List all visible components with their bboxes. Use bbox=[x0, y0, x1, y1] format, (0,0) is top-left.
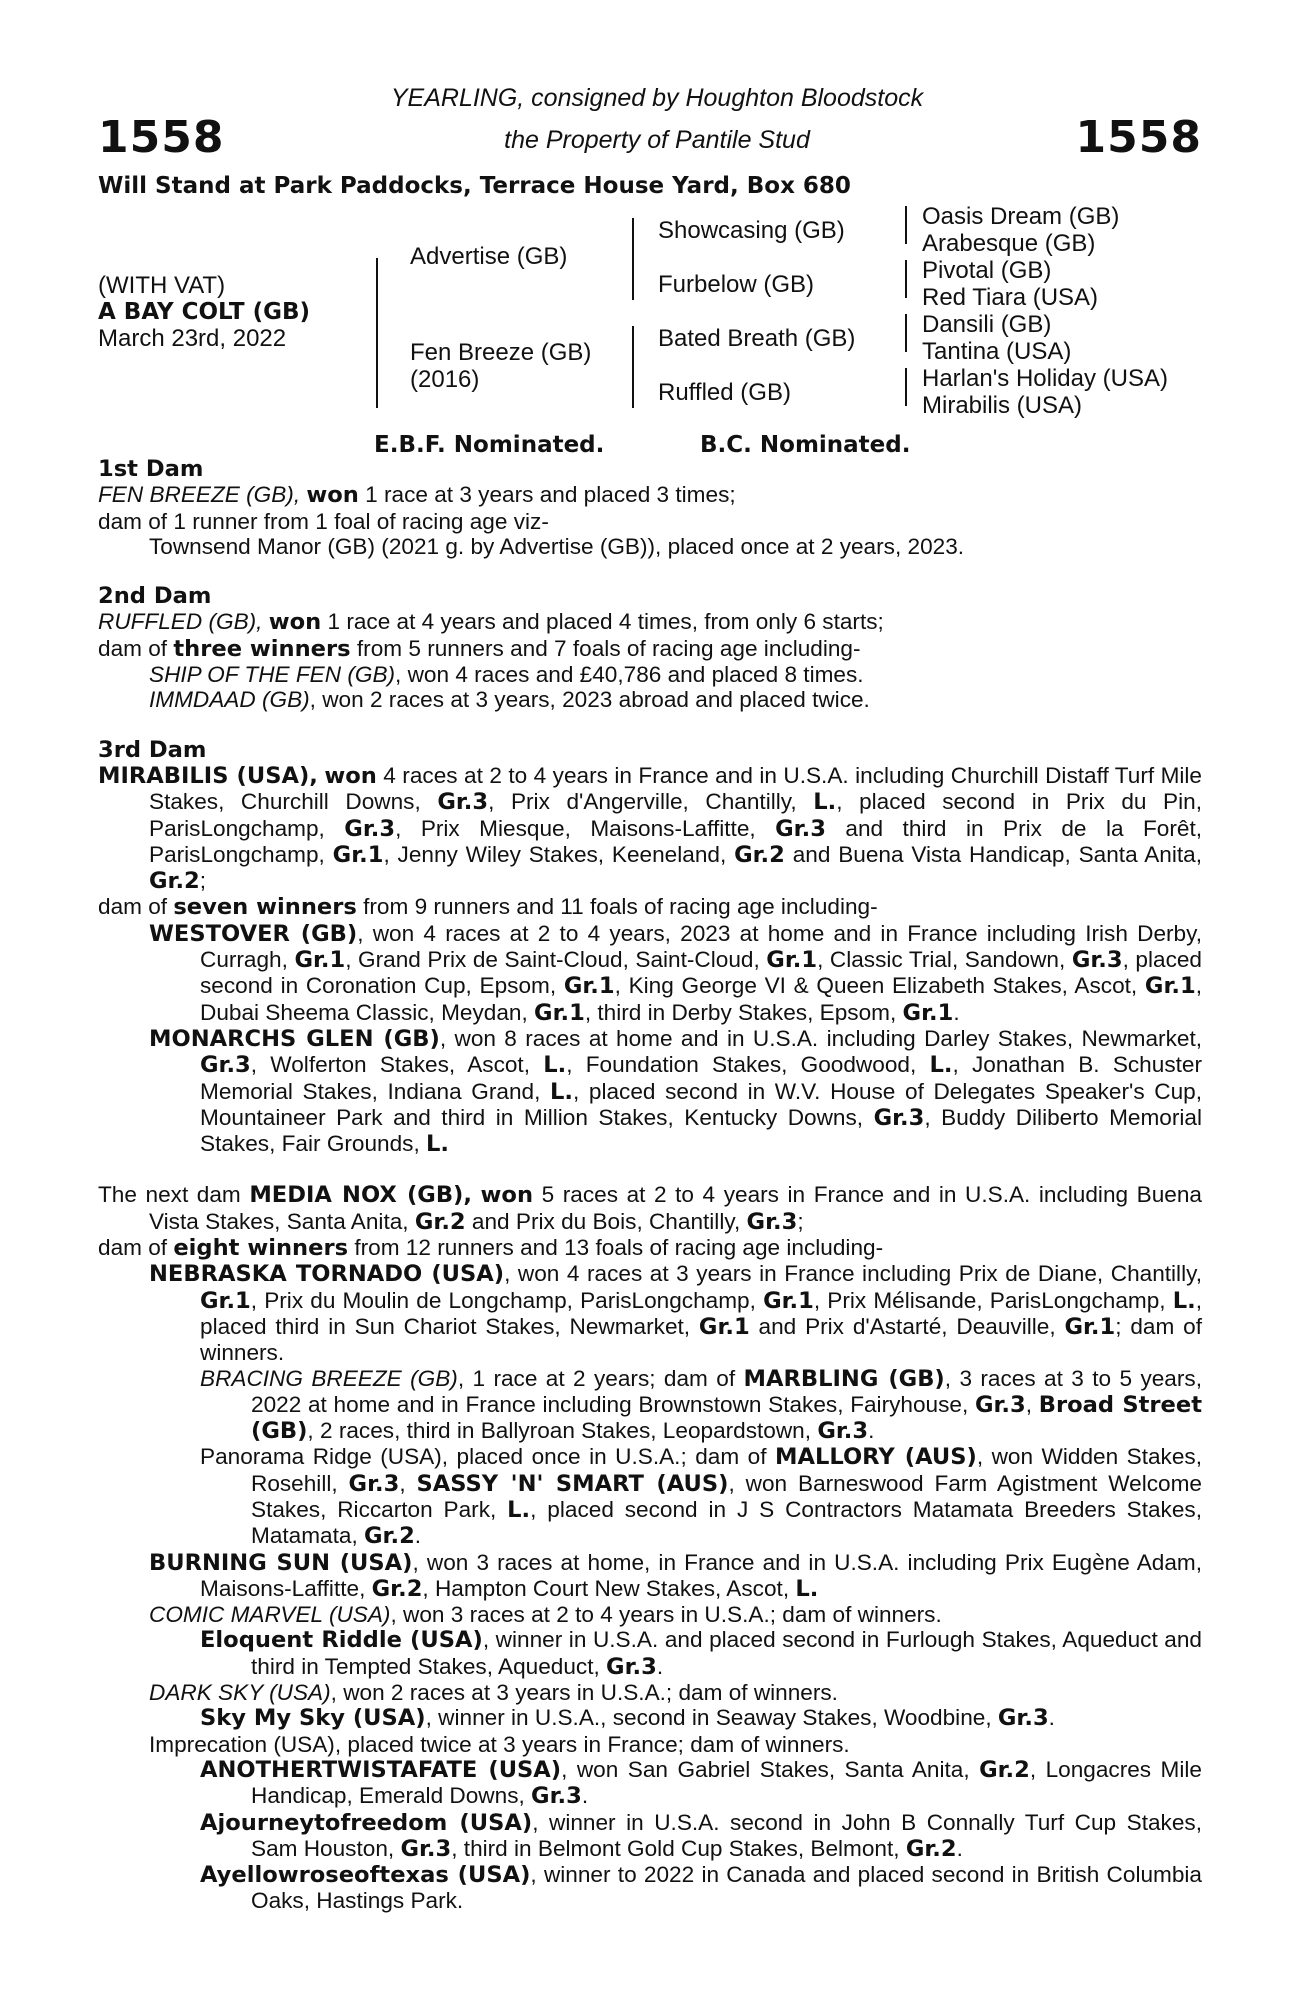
lot-number-left: 1558 bbox=[98, 112, 225, 163]
ajourneytofreedom-record: Ajourneytofreedom (USA), winner in U.S.A. second in John B Connally Turf Cup Stakes, Sam Houston, Gr.3, third in Belmont Gold Cup Stakes, Belmont, Gr.2. bbox=[200, 1809, 1202, 1862]
comic-marvel-record: COMIC MARVEL (USA), won 3 races at 2 to 4 years in U.S.A.; dam of winners. bbox=[149, 1602, 942, 1628]
westover-record: WESTOVER (GB), won 4 races at 2 to 4 years, 2023 at home and in France including Irish Derby, Curragh, Gr.1, Grand Prix de Saint-Cloud, Saint-Cloud, Gr.1, Classic Trial, Sandown, Gr.3, placed second in Coronation Cup, Epsom, Gr.1, King George VI & Queen Elizabeth Stakes, Ascot, Gr.1, Dubai Sheema Classic, Meydan, Gr.1, third in Derby Stakes, Epsom, Gr.1. bbox=[149, 920, 1202, 1026]
ebf-nomination: E.B.F. Nominated. bbox=[374, 432, 605, 458]
third-dam-produce: dam of seven winners from 9 runners and 11 foals of racing age including- bbox=[98, 894, 878, 921]
pedigree-dam: Fen Breeze (GB) bbox=[410, 339, 592, 366]
pedigree-dds: Harlan's Holiday (USA) bbox=[922, 365, 1168, 392]
property-line: the Property of Pantile Stud bbox=[504, 126, 810, 154]
next-dam-produce: dam of eight winners from 12 runners and 13 foals of racing age including- bbox=[98, 1235, 884, 1262]
produce-record bbox=[98, 457, 1202, 1914]
foaling-date: March 23rd, 2022 bbox=[98, 325, 287, 352]
pedigree-dss: Dansili (GB) bbox=[922, 311, 1052, 338]
bracing-breeze-record: BRACING BREEZE (GB), 1 race at 2 years; dam of MARBLING (GB), 3 races at 3 to 5 years, 2022 at home and in France including Brownstown Stakes, Fairyhouse, Gr.3, Broad Street (GB), 2 races, third in Ballyroan Stakes, Leopardstown, Gr.3. bbox=[200, 1365, 1202, 1445]
pedigree-dam-year: (2016) bbox=[410, 366, 480, 393]
third-dam-record: MIRABILIS (USA), won 4 races at 2 to 4 years in France and in U.S.A. including Churchill Distaff Turf Mile Stakes, Churchill Downs, Gr.3, Prix d'Angerville, Chantilly, L., placed second in Prix du Pin, ParisLongchamp, Gr.3, Prix Miesque, Maisons-Laffitte, Gr.3 and third in Prix de la Forêt, ParisLongchamp, Gr.1, Jenny Wiley Stakes, Keeneland, Gr.2 and Buena Vista Handicap, Santa Anita, Gr.2; bbox=[98, 762, 1203, 895]
anothertwistafate-record: ANOTHERTWISTAFATE (USA), won San Gabriel Stakes, Santa Anita, Gr.2, Longacres Mile Handicap, Emerald Downs, Gr.3. bbox=[200, 1756, 1202, 1810]
consignor-line: YEARLING, consigned by Houghton Bloodstock bbox=[390, 84, 924, 112]
pedigree-dam-dam: Ruffled (GB) bbox=[658, 379, 791, 406]
pedigree-sss: Oasis Dream (GB) bbox=[922, 203, 1120, 230]
second-dam-foal-2: IMMDAAD (GB), won 2 races at 3 years, 2023 abroad and placed twice. bbox=[149, 687, 870, 713]
stand-location: Will Stand at Park Paddocks, Terrace House Yard, Box 680 bbox=[98, 173, 851, 199]
second-dam-foal-1: SHIP OF THE FEN (GB), won 4 races and £40,786 and placed 8 times. bbox=[149, 662, 864, 688]
first-dam-produce: dam of 1 runner from 1 foal of racing age viz- bbox=[98, 508, 549, 534]
pedigree-sire: Advertise (GB) bbox=[410, 243, 568, 270]
monarchs-glen-record: MONARCHS GLEN (GB), won 8 races at home and in U.S.A. including Darley Stakes, Newmarket, Gr.3, Wolferton Stakes, Ascot, L., Foundation Stakes, Goodwood, L., Jonathan B. Schuster Memorial Stakes, Indiana Grand, L., placed second in W.V. House of Delegates Speaker's Cup, Mountaineer Park and third in Million Stakes, Kentucky Downs, Gr.3, Buddy Diliberto Memorial Stakes, Fair Grounds, L. bbox=[149, 1025, 1202, 1158]
pedigree-ddd: Mirabilis (USA) bbox=[922, 392, 1083, 419]
first-dam-foal: Townsend Manor (GB) (2021 g. by Advertise (GB)), placed once at 2 years, 2023. bbox=[149, 533, 965, 559]
pedigree-dam-sire: Bated Breath (GB) bbox=[658, 325, 856, 352]
third-dam-heading: 3rd Dam bbox=[98, 736, 207, 763]
brace-ss bbox=[905, 206, 907, 244]
nebraska-tornado-record: NEBRASKA TORNADO (USA), won 4 races at 3 years in France including Prix de Diane, Chantilly, Gr.1, Prix du Moulin de Longchamp, ParisLongchamp, Gr.1, Prix Mélisande, ParisLongchamp, L., placed third in Sun Chariot Stakes, Newmarket, Gr.1 and Prix d'Astarté, Deauville, Gr.1; dam of winners. bbox=[149, 1261, 1203, 1366]
vat-label: (WITH VAT) bbox=[98, 272, 226, 299]
brace-sire bbox=[632, 218, 634, 300]
second-dam-produce: dam of three winners from 5 runners and 7 foals of racing age including- bbox=[98, 635, 861, 662]
dark-sky-record: DARK SKY (USA), won 2 races at 3 years in U.S.A.; dam of winners. bbox=[149, 1680, 838, 1706]
panorama-ridge-record: Panorama Ridge (USA), placed once in U.S.A.; dam of MALLORY (AUS), won Widden Stakes, Rosehill, Gr.3, SASSY 'N' SMART (AUS), won Barneswood Farm Agistment Welcome Stakes, Riccarton Park, L., placed second in J S Contractors Matamata Breeders Stakes, Matamata, Gr.2. bbox=[200, 1444, 1202, 1550]
brace-main bbox=[376, 258, 378, 408]
brace-sd bbox=[905, 260, 907, 298]
burning-sun-record: BURNING SUN (USA), won 3 races at home, in France and in U.S.A. including Prix Eugène Adam, Maisons-Laffitte, Gr.2, Hampton Court New Stakes, Ascot, L. bbox=[149, 1549, 1202, 1602]
ayellowroseoftexas-record: Ayellowroseoftexas (USA), winner to 2022 in Canada and placed second in British Columbia Oaks, Hastings Park. bbox=[200, 1862, 1202, 1914]
pedigree-sds: Pivotal (GB) bbox=[922, 257, 1052, 284]
brace-ds bbox=[905, 314, 907, 352]
horse-name: A BAY COLT (GB) bbox=[98, 299, 311, 325]
brace-dam bbox=[632, 326, 634, 408]
sky-my-sky-record: Sky My Sky (USA), winner in U.S.A., second in Seaway Stakes, Woodbine, Gr.3. bbox=[200, 1705, 1055, 1732]
lot-number-right: 1558 bbox=[1075, 112, 1202, 163]
eloquent-riddle-record: Eloquent Riddle (USA), winner in U.S.A. and placed second in Furlough Stakes, Aqueduct and third in Tempted Stakes, Aqueduct, Gr.3. bbox=[200, 1627, 1202, 1680]
pedigree-sire-sire: Showcasing (GB) bbox=[658, 217, 845, 244]
pedigree-sire-dam: Furbelow (GB) bbox=[658, 271, 815, 298]
brace-dd bbox=[905, 368, 907, 406]
first-dam-record: FEN BREEZE (GB), won 1 race at 3 years and placed 3 times; bbox=[98, 482, 736, 509]
bc-nomination: B.C. Nominated. bbox=[700, 432, 911, 458]
pedigree-sdd: Red Tiara (USA) bbox=[922, 284, 1099, 311]
pedigree-dsd: Tantina (USA) bbox=[922, 338, 1072, 365]
next-dam-record: The next dam MEDIA NOX (GB), won 5 races at 2 to 4 years in France and in U.S.A. including Buena Vista Stakes, Santa Anita, Gr.2 and Prix du Bois, Chantilly, Gr.3; bbox=[98, 1182, 1202, 1235]
second-dam-record: RUFFLED (GB), won 1 race at 4 years and placed 4 times, from only 6 starts; bbox=[98, 609, 884, 636]
pedigree-ssd: Arabesque (GB) bbox=[922, 230, 1096, 257]
second-dam-heading: 2nd Dam bbox=[98, 583, 212, 610]
imprecation-record: Imprecation (USA), placed twice at 3 years in France; dam of winners. bbox=[149, 1731, 850, 1757]
first-dam-heading: 1st Dam bbox=[98, 456, 204, 482]
